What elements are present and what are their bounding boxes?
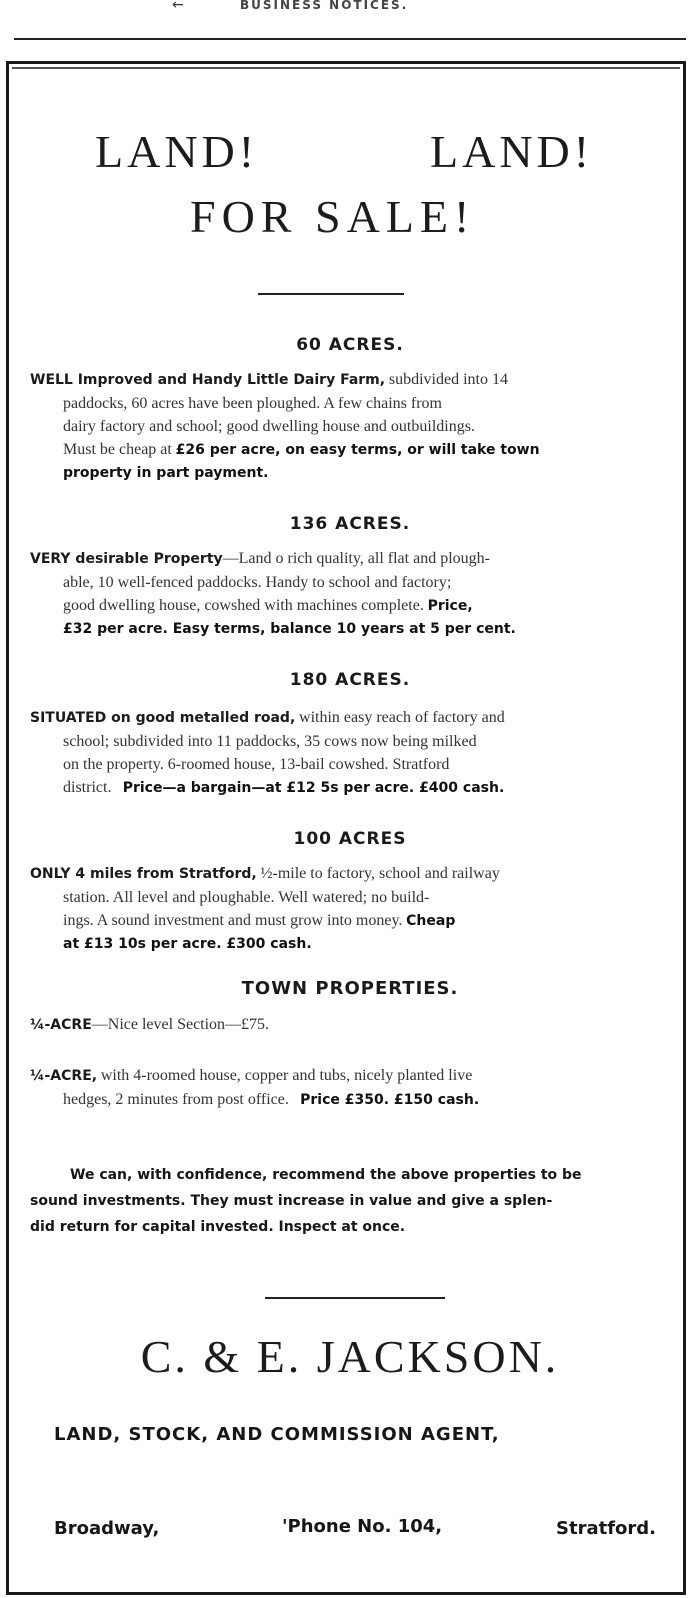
section-label: BUSINESS NOTICES. <box>240 0 409 12</box>
town-item-lead: ¼-ACRE <box>30 1017 92 1033</box>
listing-text: able, 10 well-fenced paddocks. Handy to school and factory; <box>63 574 452 591</box>
page-header <box>0 0 700 20</box>
listing-text: within easy reach of factory and <box>299 709 505 726</box>
listing-text: district. <box>63 779 112 796</box>
agent-town: Stratford. <box>556 1518 656 1539</box>
listing-price: at £13 10s per acre. £300 cash. <box>63 936 312 952</box>
town-item-text: with 4-roomed house, copper and tubs, nicely planted live <box>100 1067 473 1084</box>
listing-text: dairy factory and school; good dwelling house and outbuildings. <box>63 418 475 435</box>
listing-text: Must be cheap at <box>63 441 172 458</box>
closing-line: did return for capital invested. Inspect at once. <box>30 1219 406 1235</box>
listing-lead: SITUATED on good metalled road, <box>30 710 296 726</box>
listing-text: on the property. 6-roomed house, 13-bail cowshed. Stratford <box>63 756 450 773</box>
listing-heading: 60 ACRES. <box>296 335 404 355</box>
closing-line: sound investments. They must increase in value and give a splen- <box>30 1193 553 1209</box>
listing-price: Price—a bargain—at £12 5s per acre. £400 cash. <box>122 780 505 796</box>
agent-name: C. & E. JACKSON. <box>140 1331 560 1382</box>
listing-lead: WELL Improved and Handy Little Dairy Farm, <box>30 372 386 388</box>
listing-item <box>30 862 660 956</box>
listing-text: property in part payment. <box>63 465 269 481</box>
town-item-text: —Nice level Section—£75. <box>91 1016 270 1033</box>
listing-lead: VERY desirable Property <box>30 551 223 567</box>
closing-line: We can, with confidence, recommend the above properties to be <box>70 1167 582 1183</box>
header-rule <box>14 38 686 40</box>
header-arrow-icon: ← <box>172 0 184 13</box>
agent-title: LAND, STOCK, AND COMMISSION AGENT, <box>54 1424 500 1445</box>
listing-item <box>30 706 660 800</box>
listing-lead: ONLY 4 miles from Stratford, <box>30 866 257 882</box>
headline-land-left: LAND! <box>95 126 259 177</box>
listing-text: good dwelling house, cowshed with machines complete. <box>63 597 424 614</box>
listing-text: —Land o rich quality, all flat and plough- <box>222 550 490 567</box>
town-item <box>30 1013 660 1037</box>
town-item <box>30 1064 660 1112</box>
listing-heading: 180 ACRES. <box>289 670 411 690</box>
listing-item <box>30 368 660 485</box>
listing-text: ½-mile to factory, school and railway <box>260 865 500 882</box>
divider-rule <box>265 1297 445 1299</box>
agent-street: Broadway, <box>54 1518 160 1539</box>
listing-heading: 136 ACRES. <box>289 514 411 534</box>
listing-item <box>30 547 660 641</box>
listing-price: Cheap <box>406 913 456 929</box>
listing-price: £32 per acre. Easy terms, balance 10 years at 5 per cent. <box>63 621 516 637</box>
divider-rule <box>258 293 404 295</box>
town-item-price: Price £350. £150 cash. <box>300 1092 480 1108</box>
listing-text: ings. A sound investment and must grow into money. <box>63 912 403 929</box>
listing-text: subdivided into 14 <box>388 371 508 388</box>
town-item-lead: ¼-ACRE, <box>30 1068 98 1084</box>
closing-paragraph <box>30 1162 662 1240</box>
listing-text: school; subdivided into 11 paddocks, 35 cows now being milked <box>63 733 477 750</box>
listing-text: paddocks, 60 acres have been ploughed. A few chains from <box>63 395 442 412</box>
listing-price: Price, <box>427 598 473 614</box>
town-properties-heading: TOWN PROPERTIES. <box>241 978 459 999</box>
agent-phone: 'Phone No. 104, <box>282 1516 443 1537</box>
listing-price: £26 per acre, on easy terms, or will take town <box>175 442 540 458</box>
listing-heading: 100 ACRES <box>293 829 407 849</box>
town-item-text: hedges, 2 minutes from post office. <box>63 1091 289 1108</box>
listing-text: station. All level and ploughable. Well watered; no build- <box>63 889 430 906</box>
headline-land-right: LAND! <box>430 126 594 177</box>
headline-for-sale: FOR SALE! <box>190 191 476 242</box>
